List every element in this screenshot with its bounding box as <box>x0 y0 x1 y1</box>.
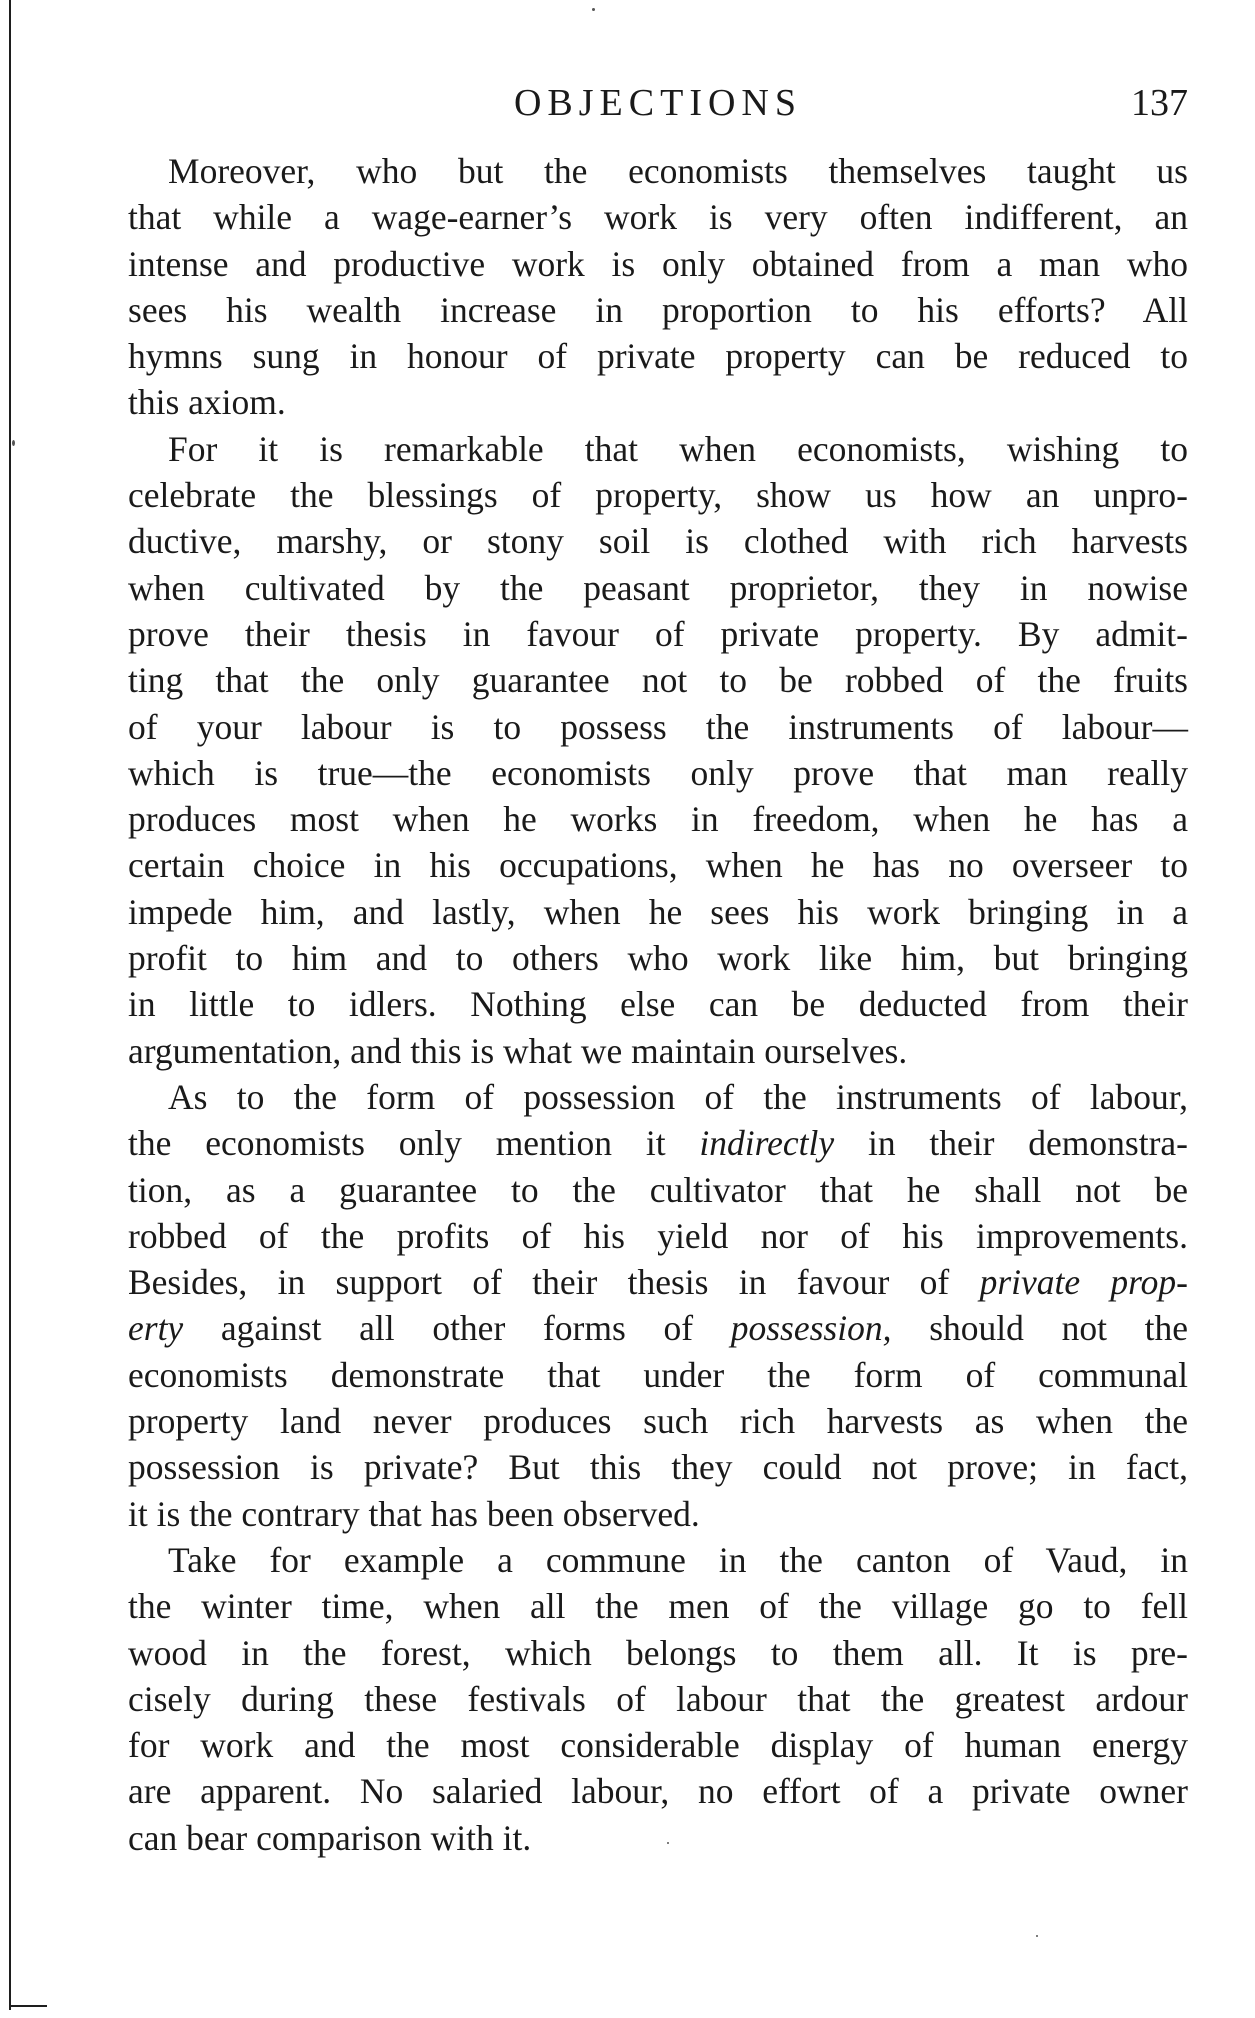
text-line: which is true—the economists only prove that man really <box>128 752 1188 793</box>
text-run: should not the <box>891 1308 1188 1349</box>
text-line: possession is private? But this they could not prove; in fact, <box>128 1447 1188 1488</box>
text-line: tion, as a guarantee to the cultivator that he shall not be <box>128 1169 1188 1210</box>
paragraph <box>128 148 1188 426</box>
text-line: celebrate the blessings of property, show us how an unpro- <box>128 475 1188 516</box>
italic-phrase: indirectly <box>699 1123 835 1164</box>
text-line: hymns sung in honour of private property can be reduced to <box>128 336 1188 377</box>
text-run: the economists only mention it <box>128 1123 700 1164</box>
text-line: are apparent. No salaried labour, no effort of a private owner <box>128 1771 1188 1812</box>
page-number: 137 <box>1131 82 1188 124</box>
text-line: prove their thesis in favour of private property. By admit- <box>128 613 1188 654</box>
text-line: ductive, marshy, or stony soil is clothed with rich harvests <box>128 521 1188 562</box>
paragraph <box>128 1537 1188 1861</box>
text-line: that while a wage-earner’s work is very often indifferent, an <box>128 197 1188 238</box>
paragraph <box>128 1074 1188 1537</box>
text-line: cisely during these festivals of labour that the greatest ardour <box>128 1678 1188 1719</box>
text-run: Besides, in support of their thesis in favour of <box>128 1262 980 1303</box>
text-line: impede him, and lastly, when he sees his work bringing in a <box>128 891 1188 932</box>
scan-speck <box>592 8 595 11</box>
page-gutter-foot <box>9 2005 47 2007</box>
text-line <box>128 1259 1188 1305</box>
text-line: produces most when he works in freedom, when he has a <box>128 799 1188 840</box>
scan-speck <box>1036 1935 1038 1937</box>
text-line: this axiom. <box>128 382 286 423</box>
text-run: in their demonstra- <box>834 1123 1188 1164</box>
text-line <box>128 1305 1188 1351</box>
text-line: economists demonstrate that under the form of communal <box>128 1354 1188 1395</box>
text-line: certain choice in his occupations, when he has no overseer to <box>128 845 1188 886</box>
text-line: property land never produces such rich harvests as when the <box>128 1401 1188 1442</box>
text-line: the winter time, when all the men of the village go to fell <box>128 1586 1188 1627</box>
scan-speck <box>12 440 15 446</box>
text-line: As to the form of possession of the instruments of labour, <box>168 1076 1188 1117</box>
text-line: ting that the only guarantee not to be robbed of the fruits <box>128 660 1188 701</box>
italic-phrase: erty <box>128 1308 184 1349</box>
text-line: it is the contrary that has been observed. <box>128 1493 700 1534</box>
text-line: when cultivated by the peasant proprietor, they in nowise <box>128 567 1188 608</box>
text-line: in little to idlers. Nothing else can be deducted from their <box>128 984 1188 1025</box>
running-head: OBJECTIONS <box>513 82 803 124</box>
text-line: argumentation, and this is what we maintain ourselves. <box>128 1030 908 1071</box>
text-line: for work and the most considerable display of human energy <box>128 1725 1188 1766</box>
text-line: For it is remarkable that when economists, wishing to <box>168 428 1188 469</box>
text-line: Take for example a commune in the canton of Vaud, in <box>168 1539 1188 1580</box>
body-text <box>128 148 1188 1861</box>
page-header <box>128 78 1188 128</box>
page-gutter-line <box>9 0 11 2010</box>
text-line: of your labour is to possess the instruments of labour— <box>128 706 1188 747</box>
paragraph <box>128 426 1188 1074</box>
text-line: can bear comparison with it. <box>128 1817 532 1858</box>
text-line: profit to him and to others who work like him, but bringing <box>128 938 1188 979</box>
italic-phrase: possession, <box>730 1308 892 1349</box>
text-line: Moreover, who but the economists themselves taught us <box>168 151 1188 191</box>
text-run: against all other forms of <box>183 1308 731 1349</box>
text-line: robbed of the profits of his yield nor of his improvements. <box>128 1215 1188 1256</box>
text-line <box>128 1120 1188 1166</box>
text-line: wood in the forest, which belongs to them all. It is pre- <box>128 1632 1188 1673</box>
text-line: sees his wealth increase in proportion to his efforts? All <box>128 289 1188 330</box>
italic-phrase: private prop- <box>979 1262 1188 1303</box>
text-line: intense and productive work is only obtained from a man who <box>128 243 1188 284</box>
